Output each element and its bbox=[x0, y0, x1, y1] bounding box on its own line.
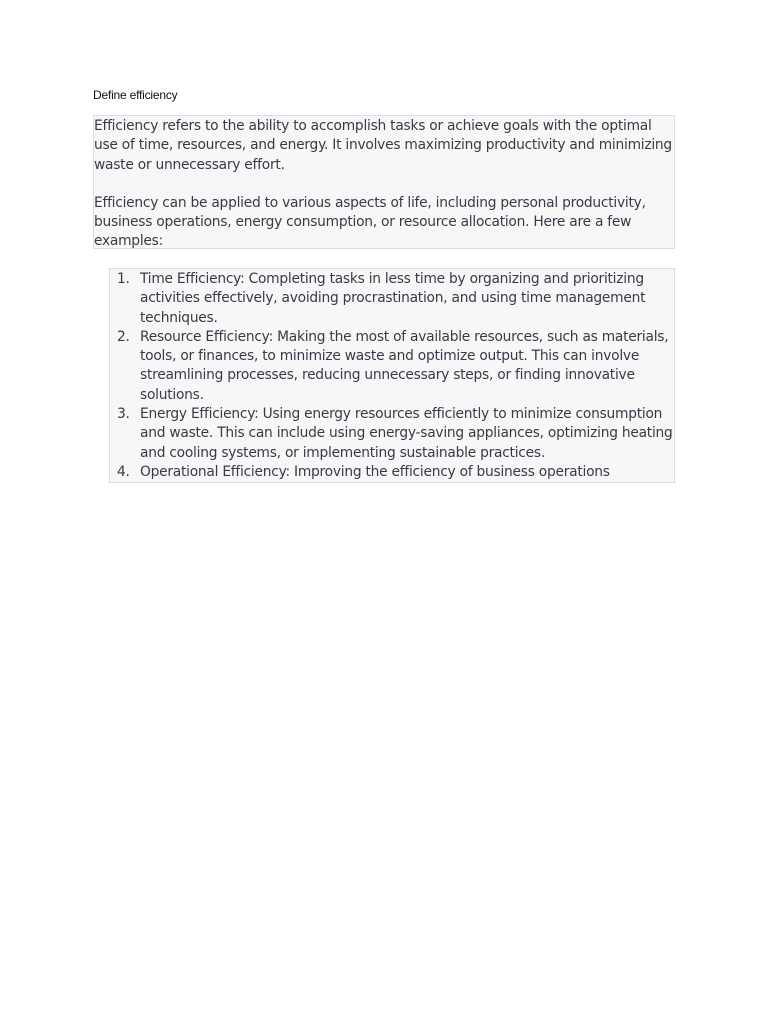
list-item-text: Resource Efficiency: Making the most of available resources, such as materials, tools, or finances, to minimize waste and optimize output. This can involve streamlining processes, reducing unnecessary steps, or finding innovative solutions. bbox=[140, 328, 669, 403]
list-item-number: 1. bbox=[117, 271, 130, 287]
list-item bbox=[110, 463, 674, 482]
applications-paragraph: Efficiency can be applied to various aspects of life, including personal productivity, business operations, energy consumption, or resource allocation. Here are a few examples: bbox=[94, 194, 646, 249]
list-item bbox=[110, 328, 674, 405]
list-item-text: Operational Efficiency: Improving the efficiency of business operations bbox=[140, 463, 610, 480]
examples-list bbox=[110, 270, 674, 482]
list-item-number: 4. bbox=[117, 463, 130, 480]
list-item bbox=[110, 405, 674, 463]
list-item-text: Energy Efficiency: Using energy resources efficiently to minimize consumption and waste. This can include using energy-saving appliances, optimizing heating and cooling systems, or implementing sustainable practices. bbox=[140, 406, 673, 461]
answer-text-box bbox=[93, 115, 675, 249]
definition-paragraph: Efficiency refers to the ability to accomplish tasks or achieve goals with the optimal use of time, resources, and energy. It involves maximizing productivity and minimizing waste or unnecessary effort. bbox=[94, 118, 672, 173]
list-item-number: 3. bbox=[117, 406, 130, 423]
list-item-number: 2. bbox=[117, 328, 130, 345]
examples-list-box bbox=[109, 268, 675, 483]
list-item bbox=[110, 270, 674, 328]
document-heading: Define efficiency bbox=[93, 88, 178, 102]
list-item-text: Time Efficiency: Completing tasks in less time by organizing and prioritizing activities effectively, avoiding procrastination, and using time management techniques. bbox=[140, 271, 646, 326]
